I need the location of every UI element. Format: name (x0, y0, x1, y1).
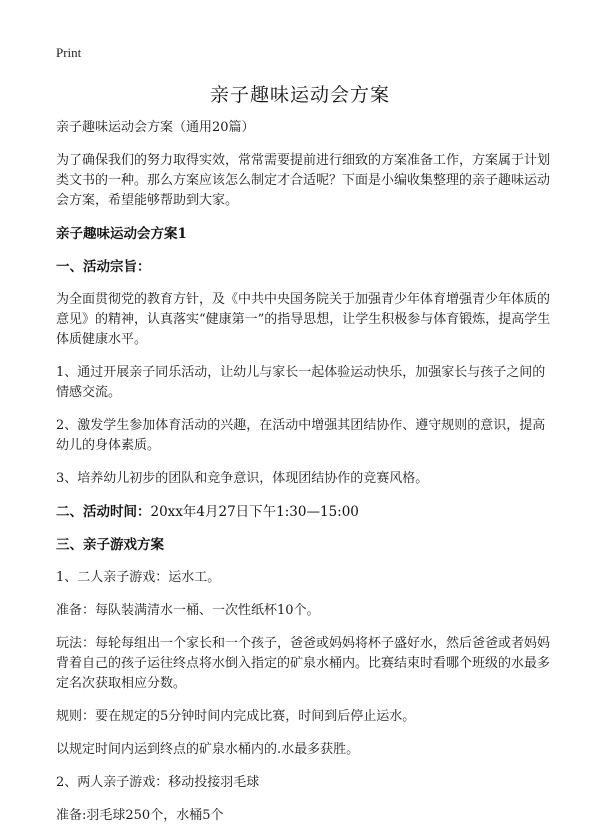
game-1-win-condition: 以规定时间内运到终点的矿泉水桶内的.水最多获胜。 (56, 742, 360, 757)
game-2-title: 2、两人亲子游戏：移动投接羽毛球 (56, 775, 260, 790)
game-1-title: 1、二人亲子游戏：运水工。 (56, 570, 221, 585)
goal-item-2: 2、激发学生参加体育活动的兴趣，在活动中增强其团结协作、遵守规则的意识，提高幼儿的身体素质。 (56, 418, 546, 453)
activity-time-label: 二、活动时间： (56, 504, 151, 520)
goal-item-1: 1、通过开展亲子同乐活动，让幼儿与家长一起体验运动快乐，加强家长与孩子之间的情感交流。 (56, 365, 546, 400)
print-link[interactable]: Print (56, 45, 82, 60)
purpose-paragraph: 为全面贯彻党的教育方针，及《中共中央国务院关于加强青少年体育增强青少年体质的意见》的精神，认真落实“健康第一”的指导思想，让学生积极参与体育锻炼，提高学生体质健康水平。 (56, 292, 551, 347)
heading-activity-time (56, 502, 556, 522)
intro-paragraph: 为了确保我们的努力取得实效，常常需要提前进行细致的方案准备工作，方案属于计划类文书的一种。那么方案应该怎么制定才合适呢？下面是小编收集整理的亲子趣味运动会方案，希望能够帮助到大家。 (56, 153, 551, 208)
game-2-preparation: 准备:羽毛球250个，水桶5个 (56, 808, 224, 823)
subtitle-paragraph: 亲子趣味运动会方案（通用20篇） (56, 120, 255, 135)
section-heading-plan-1: 亲子趣味运动会方案1 (56, 226, 187, 242)
game-1-rules-play: 玩法：每轮每组出一个家长和一个孩子，爸爸或妈妈将杯子盛好水，然后爸爸或者妈妈背着自己的孩子运往终点将水倒入指定的矿泉水桶内。比赛结束时看哪个班级的水最多定名次获取相应分数。 (56, 636, 551, 691)
activity-time-value: 20xx年4月27日下午1:30—15:00 (150, 504, 359, 520)
document-title: 亲子趣味运动会方案 (209, 84, 390, 106)
goal-item-3: 3、培养幼儿初步的团队和竞争意识，体现团结协作的竞赛风格。 (56, 471, 429, 486)
heading-game-plan: 三、亲子游戏方案 (56, 537, 164, 553)
document-body (56, 118, 556, 839)
game-1-preparation: 准备：每队装满清水一桶、一次性纸杯10个。 (56, 603, 320, 618)
heading-activity-purpose: 一、活动宗旨： (56, 259, 151, 275)
game-1-rules: 规则：要在规定的5分钟时间内完成比赛，时间到后停止运水。 (56, 709, 416, 724)
